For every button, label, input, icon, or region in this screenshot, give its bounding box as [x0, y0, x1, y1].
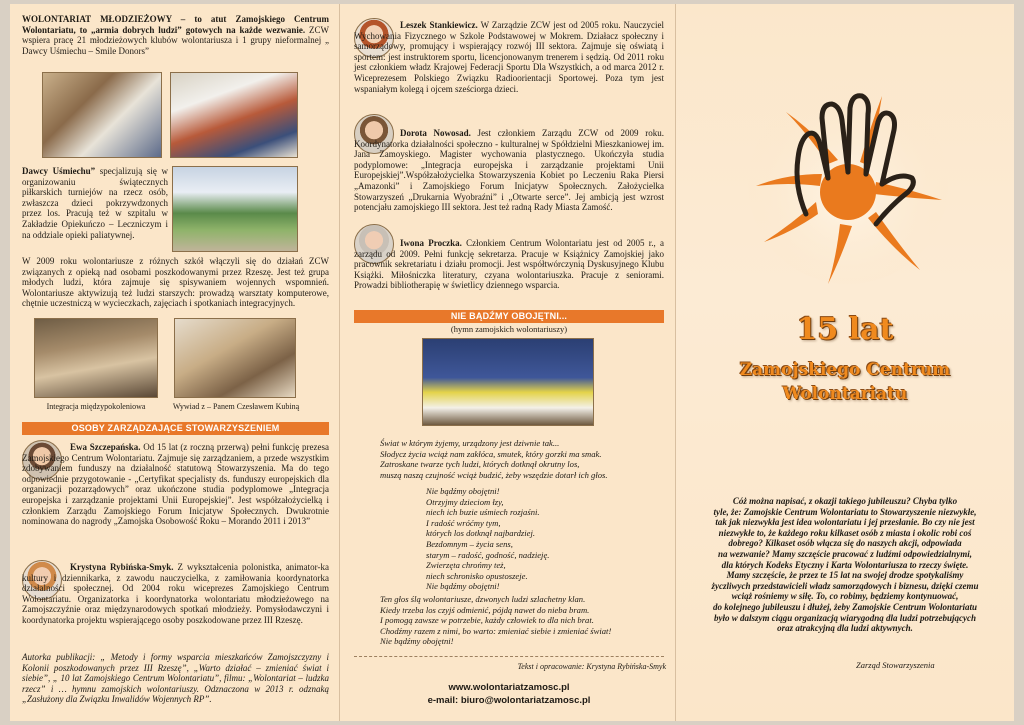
hymn-author: Tekst i opracowanie: Krystyna Rybińska-Smyk	[517, 662, 666, 671]
refrain-line: niech ich buzie uśmiech rozjaśni.	[426, 507, 540, 518]
krystyna-name: Krystyna Rybińska-Smyk.	[70, 562, 174, 572]
dorota-text: Jest członkiem Zarządu ZCW od 2009 roku. Koordynatorka działalności społeczno - kulturalnej w Spółdzielni Mieszkaniowej im. Jana Zamoyskiego. Magister wychowania plastycznego. Ukończyła studia podyplomowe: „Integracja europejska i zarządzanie projektami Unii Europejskiej”.Współzałożycielka Stowarzyszenia Kobiet po Leczeniu Raka Piersi „Amazonki” i Zamojskiego Forum Inicjatyw Społecznych. Założycielka Stowarzyszeń „Drukarnia Wyobraźni” i „Otwarte serce”. Jej ambicją jest wzrost potencjału zamojskiego III sektora. Jest też radną Rady Miasta Zamość.	[354, 128, 664, 213]
iwona-name: Iwona Proczka.	[400, 238, 462, 248]
intro-text: ZCW wspiera pracę 21 młodzieżowych klubów wolontariusza i 1 grupy nieformalnej „ Dawcy Uśmiechu – Smile Donors”	[22, 24, 329, 56]
krystyna-publications: Autorka publikacji: „ Metody i formy wsparcia mieszkańców Zamojszczyzny i Kolonii poszkodowanych przez III Rzeszę”, „Warto działać – zmieniać świat i siebie”, „ 10 lat Zamojskiego Centrum Wolontariatu”, filmu: „Wolontariat – ludzka rzecz” i … hymnu zamojskich wolontariuszy. Odznaczona w 2013 r. odznaką „Zasłużony dla Związku Inwalidów Wojennych RP”.	[22, 652, 329, 705]
footer-divider	[354, 656, 664, 657]
section-bar-management: OSOBY ZARZĄDZAJĄCE STOWARZYSZENIEM	[22, 422, 329, 435]
closing-line: oraz atrakcyjną dla ludzi aktywnych.	[777, 623, 913, 634]
refrain-line: Nie bądźmy obojętni!	[426, 486, 500, 496]
verse2-line: Ten głos ślą wolontariusze, dzwonych ludzi szlachetny klan.	[380, 594, 586, 604]
verse2-line: Nie bądźmy obojętni!	[380, 636, 454, 647]
verse2-line: I pomogą zawsze w potrzebie, każdy człowiek to dla nich brat.	[380, 615, 594, 626]
dawcy-bold: Dawcy Uśmiechu”	[22, 166, 96, 176]
iwona-bio	[354, 238, 664, 291]
closing-line: tyle, że: Zamojskie Centrum Wolontariatu to Stowarzyszenie niezwykłe,	[713, 506, 977, 517]
signature: Zarząd Stowarzyszenia	[856, 660, 935, 670]
verse1-line: Świat w którym żyjemy, urządzony jest dziwnie tak...	[380, 438, 560, 448]
verse1-line: muszą naszą czujność wciąż budzić, żeby wszędzie dotarł ich głos.	[380, 469, 608, 480]
column-right	[676, 4, 1014, 721]
closing-line: tak jak niezwykła jest idea wolontariatu i jej przesłanie. Bo czy nie jest	[715, 517, 975, 528]
photo-sports-hall	[172, 166, 298, 252]
caption-integration: Integracja międzypokoleniowa	[46, 402, 146, 411]
leszek-bio	[354, 20, 664, 94]
email-link[interactable]: e-mail: biuro@wolontariatzamosc.pl	[427, 695, 591, 706]
dorota-bio	[354, 128, 664, 213]
refrain-line: których los dotknął najbardziej.	[426, 528, 535, 539]
closing-line: życzliwych przedstawicieli władz samorządowych i biznesu, dzięki czemu	[711, 580, 979, 591]
closing-line: wciąż rośniemy w siłę. To, co robimy, będziemy kontynuować,	[731, 591, 959, 602]
closing-line: Cóż można napisać, z okazji takiego jubileuszu? Chyba tylko	[732, 496, 958, 506]
title-years: 15 lat	[796, 312, 894, 347]
photo-interview	[174, 318, 296, 398]
leszek-text: W Zarządzie ZCW jest od 2005 roku. Nauczyciel Wychowania Fizycznego w Szkole Podstawowej w Mokrem. Działacz społeczny i samorządowy, promujący i wspierający rozwój III sektora. Zajmuje się oświatą i sportem: jest instruktorem sportu, licencjonowanym trenerem i sędzią. Od 2011 roku jest członkiem władz Krajowej Federacji Sportu Dla Wszystkich, a od marca 2012 r. Wiceprezesem Polskiego Związku Radioorientacji Sportowej. Poza tym jest wspaniałym kolegą i ojcem sześciorga dzieci.	[354, 20, 664, 94]
title-line-1: Zamojskiego Centrum	[739, 360, 951, 380]
refrain-line: niech schronisko opustoszeje.	[426, 570, 528, 581]
leaflet-page	[10, 4, 1014, 721]
refrain-line: I radość wróćmy tym,	[426, 517, 501, 528]
dawcy-usmiechu-text	[22, 166, 168, 240]
closing-line: dobrego? Kilkaset osób włącza się do naszych akcji, odpowiada	[728, 538, 962, 549]
iwona-text: Członkiem Centrum Wolontariatu jest od 2005 r., a zarządu od 2009. Pełni funkcję sekretarza. Pracuje w Książnicy Zamojskiej jako pracownik sekretariatu i działu promocji. Jest współtwórczynią Dyskusyjnego Klubu Książki. Miłośniczka literatury, czyana wolontariuszka. Pracuje z seniorami. Prowadzi bibliotherapię w świetlicy dziennego wsparcia.	[354, 238, 664, 291]
refrain-line: Nie bądźmy obojętni!	[426, 581, 500, 592]
closing-line: na wezwanie? Mamy szczęście pracować z ludźmi odpowiedzialnymi,	[717, 548, 972, 559]
leszek-name: Leszek Stankiewicz.	[400, 20, 478, 30]
title-line-2: Wolontariatu	[782, 384, 908, 404]
krystyna-bio	[22, 562, 329, 626]
closing-line: dla których Kodeks Etyczny i Karta Wolontariusza to rzeczy święte.	[721, 559, 969, 570]
dorota-name: Dorota Nowosad.	[400, 128, 471, 138]
ewa-name: Ewa Szczepańska.	[70, 442, 141, 452]
youth-volunteering-intro	[22, 14, 329, 56]
hymn-subtitle: (hymn zamojskich wolontariuszy)	[450, 324, 568, 334]
dawcy-body: specjalizują się w organizowaniu świątecznych piłkarskich turniejów na rzecz osób, zwłaszcza dzieci pokrzywdzonych przez los. Pracują też w szpitalu w Zakładzie Opiekuńczo – Leczniczym i na oddziale opieki paliatywnej.	[22, 166, 168, 240]
column-left	[10, 4, 340, 721]
photo-volunteers-1	[42, 72, 162, 158]
hymn-title-bar: NIE BĄDŹMY OBOJĘTNI...	[354, 310, 664, 323]
photo-volunteers-2	[170, 72, 298, 158]
photo-volunteer-group	[422, 338, 594, 426]
refrain-line: Otrzyjmy dzieciom łzy,	[426, 496, 504, 507]
closing-line: niezwykłe to, że każdego roku kilkaset osób z miasta i okolic robi coś	[718, 527, 972, 538]
closing-line: do kolejnego jubileuszu i dłużej, żeby Zamojskie Centrum Wolontariatu	[713, 601, 977, 612]
caption-interview: Wywiad z – Panem Czesławem Kubiną	[172, 402, 300, 411]
sun-hand-logo-icon	[736, 74, 956, 294]
hymn-verse-2	[380, 594, 670, 647]
intro-bold: WOLONTARIAT MŁODZIEŻOWY – to atut Zamojskiego Centrum Wolontariatu, to „armia dobrych ludzi” gotowych na każde wezwanie.	[22, 14, 329, 35]
ewa-text: Od 15 lat (z roczną przerwą) pełni funkcję prezesa Zamojskiego Centrum Wolontariatu. Zajmuje się zarządzaniem, a przede wszystkim zdobywaniem funduszy na działalność statutową Stowarzyszenia. Ma do tego odpowiednie przygotowanie - „Certyfikat specjalisty ds. funduszy europejskich dla organizacji pozarządowych” oraz ukończone studia podyplomowe „Integracja europejska i zarządzanie projektami Unii Europejskiej”. Jest współzałożycielką i członkiem Zarządu Zamojskiego Forum Inicjatyw Społecznych. Dwukrotnie nominowana do nagrody „Zamojska Osobowość Roku – Morando 2011 i 2013”	[22, 442, 329, 527]
krystyna-text: Z wykształcenia polonistka, animator-ka kultury i dziennikarka, z zawodu nauczycielka, z zamiłowania koordynatorka działalności społecznej. Od 2004 roku wiceprezes Zamojskiego Centrum Wolontariatu. Organizatorka i koordynatorka wolontariatu młodzieżowego na Zamojszczyźnie oraz międzynarodowych spotkań młodzieży. Pomysłodawczyni i koordynatorka projektu wspierającego osoby poszkodowane przez III Rzeszę.	[22, 562, 329, 625]
verse2-line: Kiedy trzeba los czyjś odmienić, pójdą nawet do nieba bram.	[380, 604, 590, 615]
refrain-line: starym – radość, godność, nadzieję.	[426, 549, 550, 560]
refrain-line: Bezdomnym – życia sens,	[426, 538, 513, 549]
website-link[interactable]: www.wolontariatzamosc.pl	[448, 682, 570, 693]
column-middle	[340, 4, 676, 721]
hymn-refrain	[426, 486, 666, 592]
ewa-bio	[22, 442, 329, 527]
photo-integration	[34, 318, 158, 398]
verse1-line: Zatroskane twarze tych ludzi, których dotknął okrutny los,	[380, 459, 580, 470]
refrain-line: Zwierzęta chrońmy też,	[426, 560, 506, 571]
closing-line: Mamy szczęście, że przez te 15 lat na swojej drodze spotykaliśmy	[726, 570, 964, 581]
hymn-verse-1	[380, 438, 670, 480]
closing-message	[686, 496, 1004, 634]
closing-line: było w dalszym ciągu organizacją wiarygodną dla ludzi potrzebujących	[713, 612, 976, 623]
p2009-text: W 2009 roku wolontariusze z różnych szkół włączyli się do działań ZCW związanych z opieką nad osobami poszkodowanymi przez Rzeszę. Jest też grupa młodych ludzi, która zajmuje się spisywaniem wojennych wspomnień. Wolontariusze aktywizują też ludzi starszych: prowadzą warsztaty komputerowe, chętnie uczestniczą w wycieczkach, zajęciach i spotkaniach integracyjnych.	[22, 256, 329, 309]
verse1-line: Słodycz życia wciąż nam zakłóca, smutek, który gorzki ma smak.	[380, 448, 602, 459]
verse2-line: Chodźmy razem z nimi, bo warto: zmieniać siebie i zmieniać świat!	[380, 625, 612, 636]
